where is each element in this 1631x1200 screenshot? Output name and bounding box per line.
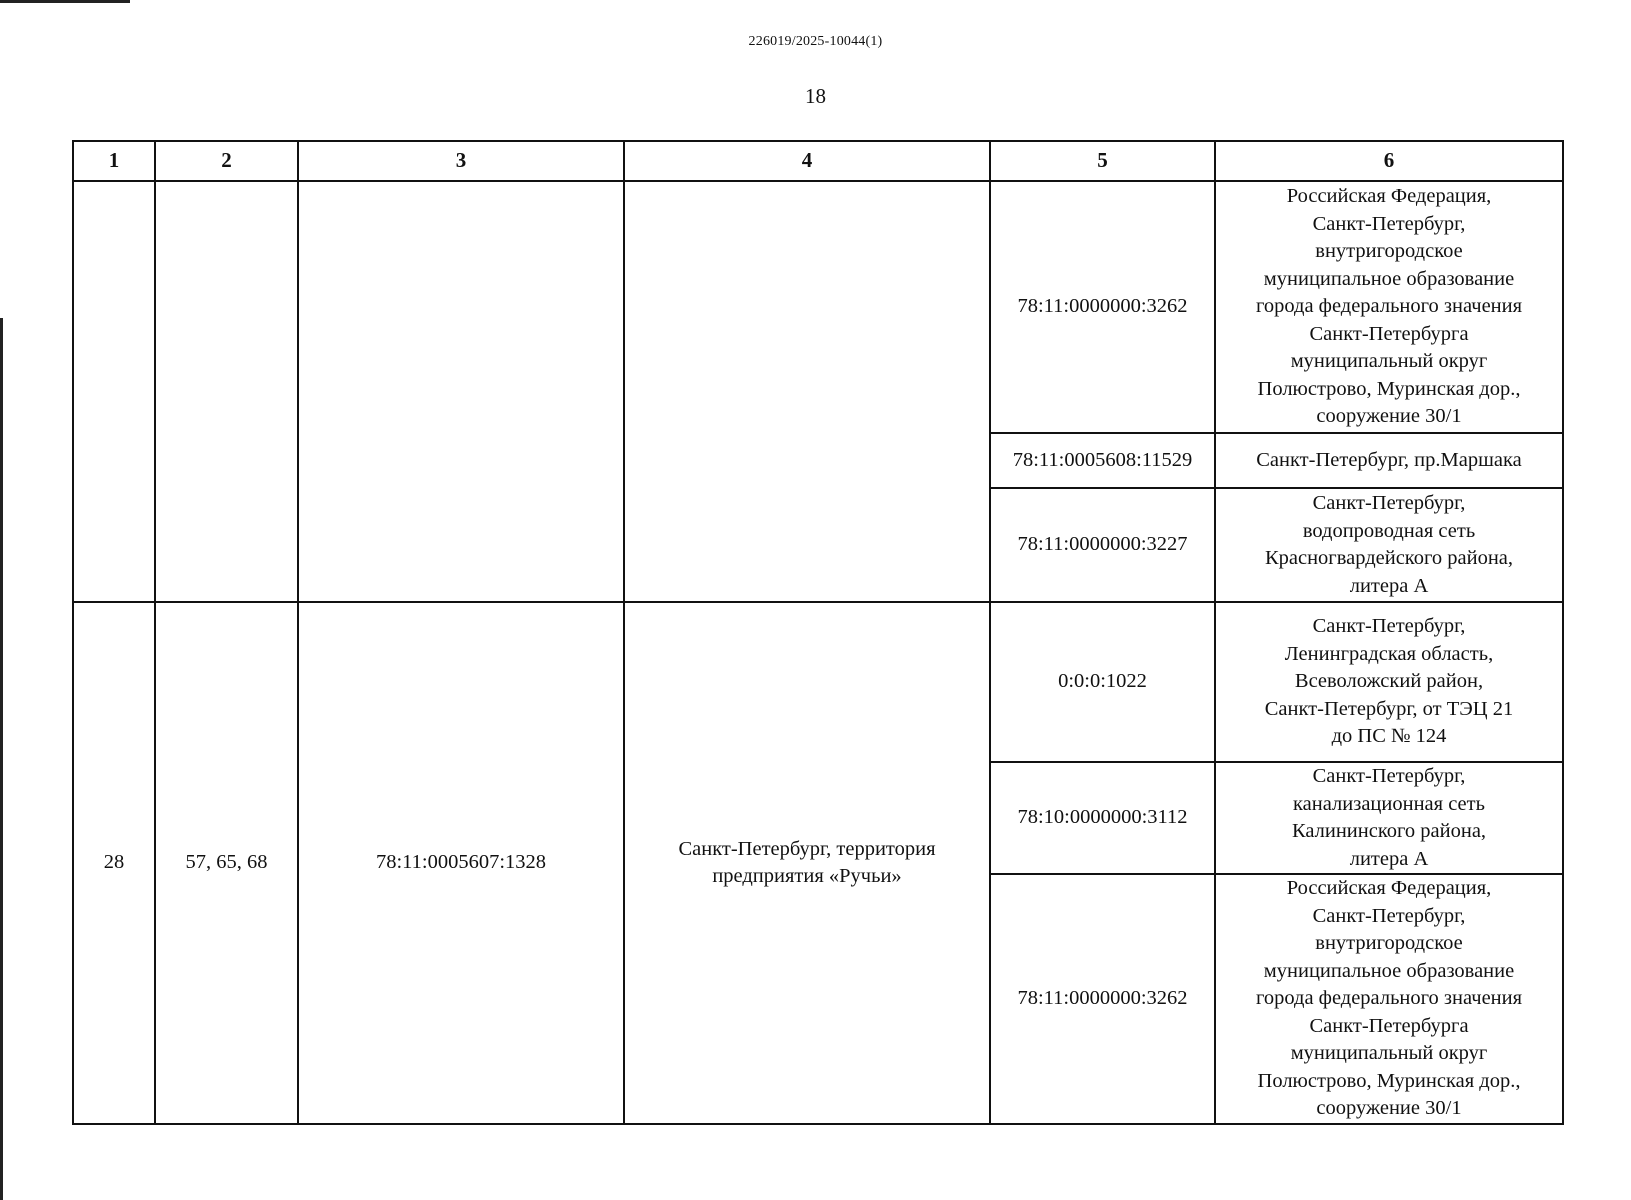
column-header: 2 [155,141,298,181]
table-row [73,602,1563,762]
table-header-row [73,141,1563,181]
scan-edge-top [0,0,130,3]
empty-cell [155,181,298,602]
address-cell: Санкт-Петербург, Ленинградская область, Всеволожский район, Санкт-Петербург, от ТЭЦ 21 до ПС № 124 [1215,602,1563,762]
empty-cell [73,181,155,602]
record-cadastral-cell: 78:11:0005607:1328 [298,602,624,1124]
record-location-cell: Санкт-Петербург, территория предприятия «Ручьи» [624,602,990,1124]
column-header: 6 [1215,141,1563,181]
address-cell: Санкт-Петербург, водопроводная сеть Красногвардейского района, литера А [1215,488,1563,602]
cadastral-number-cell: 78:11:0000000:3227 [990,488,1215,602]
cadastral-number-cell: 78:11:0000000:3262 [990,874,1215,1124]
cadastral-number-cell: 0:0:0:1022 [990,602,1215,762]
document-id: 226019/2025-10044(1) [748,34,883,49]
empty-cell [624,181,990,602]
empty-cell [298,181,624,602]
column-header: 4 [624,141,990,181]
address-cell: Российская Федерация, Санкт-Петербург, внутригородское муниципальное образование города федерального значения Санкт-Петербурга муниципальный округ Полюстрово, Муринская дор., сооружение 30/1 [1215,181,1563,433]
record-number-cell: 28 [73,602,155,1124]
column-header: 5 [990,141,1215,181]
column-header: 3 [298,141,624,181]
cadastral-number-cell: 78:10:0000000:3112 [990,762,1215,874]
page-number: 18 [805,84,826,108]
address-cell: Российская Федерация, Санкт-Петербург, внутригородское муниципальное образование города федерального значения Санкт-Петербурга муниципальный округ Полюстрово, Муринская дор., сооружение 30/1 [1215,874,1563,1124]
scan-edge-left [0,318,3,1200]
register-table [72,140,1564,1125]
column-header: 1 [73,141,155,181]
cadastral-number-cell: 78:11:0000000:3262 [990,181,1215,433]
address-cell: Санкт-Петербург, пр.Маршака [1215,433,1563,488]
address-cell: Санкт-Петербург, канализационная сеть Калининского района, литера А [1215,762,1563,874]
cadastral-number-cell: 78:11:0005608:11529 [990,433,1215,488]
record-col2-cell: 57, 65, 68 [155,602,298,1124]
table-row [73,181,1563,433]
